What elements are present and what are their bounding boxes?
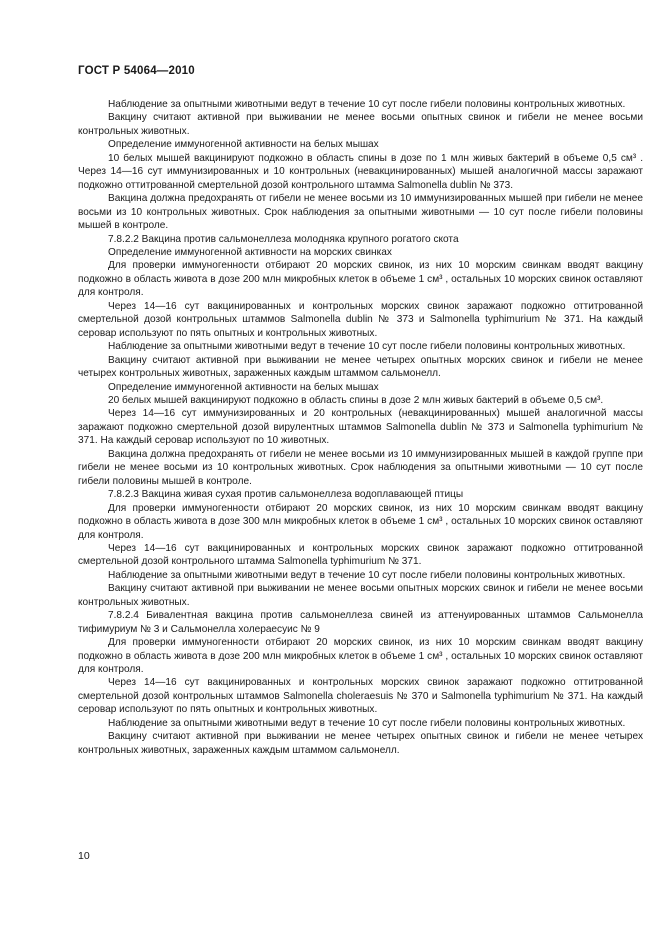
paragraph: 10 белых мышей вакцинируют подкожно в область спины в дозе по 1 млн живых бактерий в объеме 0,5 см³ . Через 14—16 сут иммунизированных и 10 контрольных (невакцинированных) мышей аналогичной массы заражают подкожно оттитрованной смертельной дозой контрольного штамма Salmonella dublin № 373. — [78, 152, 643, 191]
document-body — [78, 98, 643, 757]
paragraph: Через 14—16 сут иммунизированных и 20 контрольных (невакцинированных) мышей аналогичной массы заражают подкожно смертельной дозой вирулентных штаммов Salmonella dublin № 373 и Salmonella typhimurium № 371. На каждый серовар используют по 10 животных. — [78, 408, 643, 447]
subsection-heading: Определение иммуногенной активности на белых мышах — [108, 381, 379, 393]
section-heading: 7.8.2.3 Вакцина живая сухая против сальмонеллеза водоплавающей птицы — [108, 489, 464, 501]
paragraph: Наблюдение за опытными животными ведут в течение 10 сут после гибели половины контрольных животных. — [108, 99, 626, 110]
paragraph: Вакцину считают активной при выживании не менее четырех опытных морских свинок и гибели не менее четырех контрольных животных, зараженных каждым штаммом сальмонелл. — [78, 354, 643, 380]
paragraph: Вакцину считают активной при выживании не менее восьми опытных свинок и гибели не менее восьми контрольных животных. — [78, 112, 643, 137]
paragraph: Вакцина должна предохранять от гибели не менее восьми из 10 иммунизированных мышей в каждой группе при гибели не менее восьми из 10 контрольных животных. Срок наблюдения за опытными животными — 10 сут после гибели половины мышей в контроле. — [78, 448, 643, 487]
paragraph: Через 14—16 сут вакцинированных и контрольных морских свинок заражают подкожно оттитрованной смертельной дозой контрольных штаммов Salmonella dublin № 373 и Salmonella typhimurium № 371. На каждый серовар используют по пять опытных и контрольных животных. — [78, 300, 643, 339]
document-header: ГОСТ Р 54064—2010 — [78, 65, 195, 77]
paragraph: Через 14—16 сут вакцинированных и контрольных морских свинок заражают подкожно оттитрованной смертельной дозой контрольного штамма Salmonella typhimurium № 371. — [78, 542, 643, 568]
paragraph: Вакцина должна предохранять от гибели не менее восьми из 10 иммунизированных мышей при гибели не менее восьми из 10 контрольных животных. Срок наблюдения за опытными животными — 10 сут после гибели половины мышей в контроле. — [78, 193, 643, 232]
paragraph: Через 14—16 сут вакцинированных и контрольных морских свинок заражают подкожно оттитрованной смертельной дозой контрольных штаммов Salmonella choleraesuis № 370 и Salmonella typhimurium № 371. На каждый серовар используют по пять опытных и контрольных животных. — [78, 677, 643, 716]
section-heading: 7.8.2.2 Вакцина против сальмонеллеза молодняка крупного рогатого скота — [108, 233, 459, 245]
paragraph: Наблюдение за опытными животными ведут в течение 10 сут после гибели половины контрольных животных. — [108, 341, 626, 353]
paragraph: Вакцину считают активной при выживании не менее восьми опытных морских свинок и гибели не менее восьми контрольных животных. — [78, 583, 643, 608]
paragraph: Для проверки иммуногенности отбирают 20 морских свинок, из них 10 морским свинкам вводят вакцину подкожно в область живота в дозе 300 млн микробных клеток в объеме 1 см³ , остальных 10 морских свинок оставляют для контроля. — [78, 502, 643, 541]
subsection-heading: Определение иммуногенной активности на морских свинках — [108, 246, 392, 258]
paragraph: Наблюдение за опытными животными ведут в течение 10 сут после гибели половины контрольных животных. — [108, 569, 626, 581]
paragraph: Для проверки иммуногенности отбирают 20 морских свинок, из них 10 морским свинкам вводят вакцину подкожно в область живота в дозе 200 млн микробных клеток в объеме 1 см³ , остальных 10 морских свинок оставляют для контроля. — [78, 637, 643, 676]
paragraph: Для проверки иммуногенности отбирают 20 морских свинок, из них 10 морским свинкам вводят вакцину подкожно в область живота в дозе 200 млн микробных клеток в объеме 1 см³ , остальных 10 морских свинок оставляют для контроля. — [78, 260, 643, 299]
paragraph: Вакцину считают активной при выживании не менее четырех опытных свинок и гибели не менее четырех контрольных животных, зараженных каждым штаммом сальмонелл. — [78, 731, 643, 756]
page-number: 10 — [78, 850, 90, 862]
subsection-heading: Определение иммуногенной активности на белых мышах — [108, 139, 379, 151]
section-heading: 7.8.2.4 Бивалентная вакцина против сальмонеллеза свиней из аттенуированных штаммов Сальмонелла тифимуриум № 3 и Сальмонелла холерaесуис № 9 — [78, 610, 643, 635]
paragraph: 20 белых мышей вакцинируют подкожно в область спины в дозе 2 млн живых бактерий в объеме 0,5 см³. — [108, 394, 604, 406]
paragraph: Наблюдение за опытными животными ведут в течение 10 сут после гибели половины контрольных животных. — [108, 717, 626, 729]
